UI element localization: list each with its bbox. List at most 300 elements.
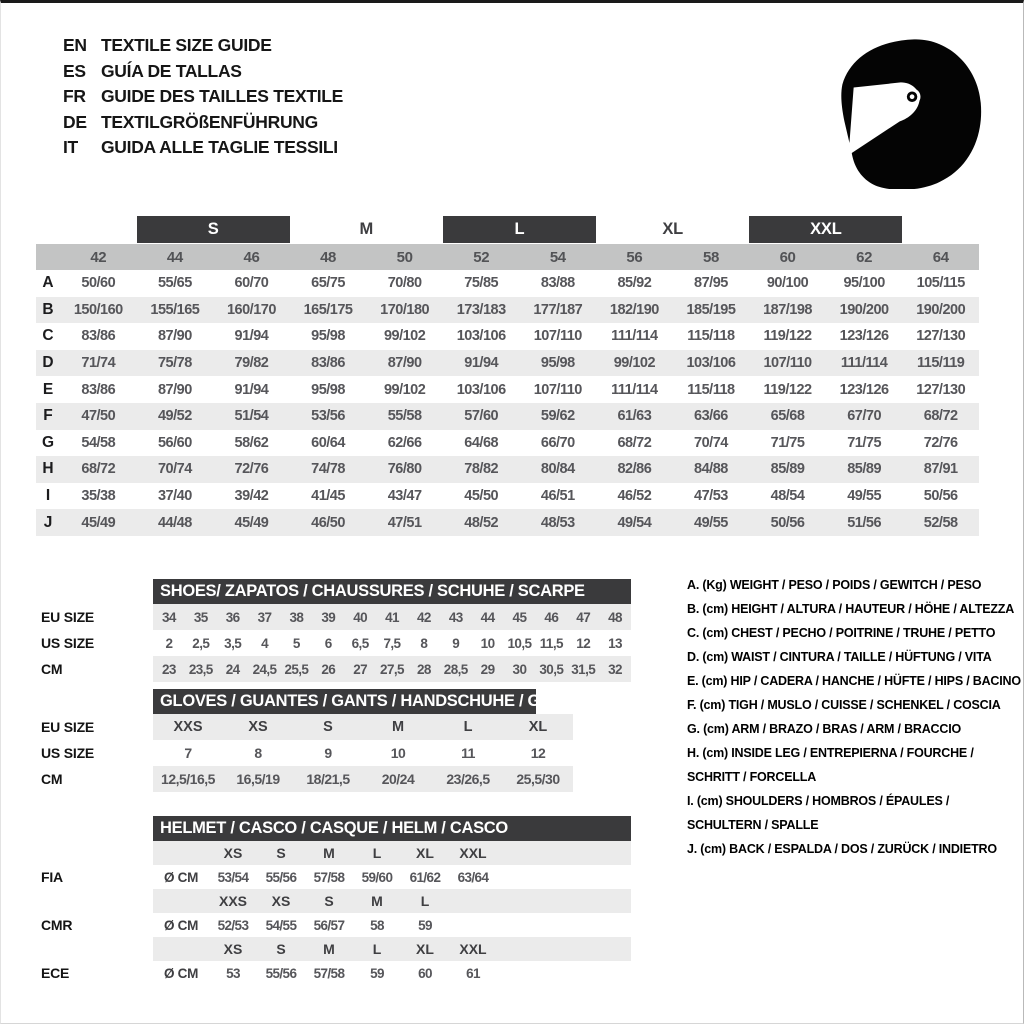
size-value: 190/200 bbox=[839, 301, 889, 318]
helmet-size: M bbox=[323, 845, 335, 861]
size-value: 6,5 bbox=[351, 635, 369, 651]
numeric-size: 42 bbox=[90, 248, 107, 266]
language-row bbox=[63, 110, 343, 136]
size-value: 65/75 bbox=[311, 275, 345, 292]
size-value: 74/78 bbox=[311, 461, 345, 478]
size-value: 127/130 bbox=[916, 381, 966, 398]
legend-line: E. (cm) HIP / CADERA / HANCHE / HÜFTE / HIPS / BACINO bbox=[687, 674, 1021, 688]
size-value: 95/98 bbox=[311, 381, 345, 398]
size-value: 43 bbox=[448, 609, 463, 625]
size-value: 165/175 bbox=[303, 301, 353, 318]
size-value: 13 bbox=[608, 635, 622, 651]
row-label: I bbox=[45, 487, 51, 505]
helmet-size-row bbox=[153, 889, 631, 913]
size-value: 31,5 bbox=[571, 661, 596, 677]
language-code: FR bbox=[63, 86, 86, 106]
size-value: 61/63 bbox=[617, 408, 652, 425]
size-group-row bbox=[36, 216, 979, 243]
gloves-row bbox=[153, 714, 573, 740]
size-value: 107/110 bbox=[533, 328, 582, 345]
helmet-value: 55/56 bbox=[265, 869, 297, 885]
size-value: 12,5/16,5 bbox=[161, 771, 215, 787]
size-value: 119/122 bbox=[763, 381, 812, 398]
side-spacer bbox=[41, 841, 153, 865]
numeric-size: 50 bbox=[396, 248, 413, 266]
size-value: 27 bbox=[353, 661, 368, 677]
row-label: E bbox=[42, 380, 54, 398]
gloves-row bbox=[153, 740, 573, 766]
size-value: 46/50 bbox=[311, 514, 345, 531]
size-value: 49/55 bbox=[694, 514, 728, 531]
size-value: 4 bbox=[261, 635, 268, 651]
size-value: 7 bbox=[184, 745, 192, 761]
size-value: 50/56 bbox=[923, 488, 958, 505]
language-code: DE bbox=[63, 111, 87, 132]
guide-title: TEXTILE SIZE GUIDE bbox=[101, 35, 272, 55]
gloves-table bbox=[41, 689, 589, 792]
size-value: 12 bbox=[530, 745, 546, 761]
size-value: 45/49 bbox=[81, 514, 116, 531]
language-list bbox=[63, 33, 343, 161]
size-value: 60/64 bbox=[311, 434, 345, 451]
size-value: 115/119 bbox=[917, 355, 965, 372]
size-value: 24,5 bbox=[252, 661, 277, 677]
size-value: 87/90 bbox=[387, 355, 422, 372]
size-value: 39/42 bbox=[234, 488, 269, 505]
size-value: 23,5 bbox=[188, 661, 213, 677]
size-value: 62/66 bbox=[387, 434, 422, 451]
legend-line: SCHULTERN / SPALLE bbox=[687, 818, 819, 832]
size-value: 49/55 bbox=[847, 488, 882, 505]
helmet-value: 55/56 bbox=[265, 965, 297, 981]
language-row bbox=[63, 135, 343, 161]
helmet-value-row bbox=[153, 865, 631, 889]
size-value: 12 bbox=[576, 635, 591, 651]
size-group-l: L bbox=[443, 216, 596, 243]
size-value: 9 bbox=[452, 635, 460, 651]
row-label: B bbox=[42, 300, 54, 318]
legend-line: C. (cm) CHEST / PECHO / POITRINE / TRUHE / PETTO bbox=[687, 626, 996, 640]
measurement-row-i bbox=[36, 483, 979, 510]
size-value: 79/82 bbox=[234, 355, 269, 372]
numeric-size: 62 bbox=[856, 248, 873, 266]
size-value: 99/102 bbox=[383, 328, 426, 345]
guide-title: TEXTILGRÖßENFÜHRUNG bbox=[101, 111, 318, 132]
size-value: 46 bbox=[544, 609, 559, 625]
numeric-size: 48 bbox=[320, 248, 336, 266]
legend-line: SCHRITT / FORCELLA bbox=[687, 770, 817, 784]
size-value: 99/102 bbox=[383, 381, 426, 398]
size-group-m: M bbox=[359, 220, 374, 238]
size-value: 25,5 bbox=[284, 661, 309, 677]
size-value: 78/82 bbox=[464, 461, 499, 478]
shoes-table bbox=[41, 579, 631, 682]
helmet-value: 52/53 bbox=[217, 917, 249, 933]
row-label: H bbox=[42, 460, 54, 478]
size-value: 99/102 bbox=[613, 355, 656, 372]
size-value: 37/40 bbox=[157, 488, 192, 505]
size-value: 111/114 bbox=[840, 355, 888, 372]
size-value: 85/89 bbox=[847, 461, 882, 478]
size-value: 68/72 bbox=[923, 408, 958, 425]
size-value: 173/183 bbox=[456, 301, 506, 318]
helmet-value: 57/58 bbox=[313, 869, 345, 885]
helmet-size: S bbox=[276, 941, 286, 957]
helmet-value: 61/62 bbox=[409, 869, 441, 885]
helmet-size: S bbox=[324, 893, 334, 909]
diameter-unit: Ø CM bbox=[163, 965, 199, 981]
size-value: 65/68 bbox=[770, 408, 805, 425]
guide-title: GUIDE DES TAILLES TEXTILE bbox=[101, 86, 344, 106]
gloves-title-bar: GLOVES / GUANTES / GANTS / HANDSCHUHE / GUANTI bbox=[153, 689, 536, 714]
legend-item-a bbox=[687, 573, 1021, 597]
shoes-row bbox=[153, 630, 631, 656]
size-value: 50/60 bbox=[81, 275, 116, 292]
size-value: 58/62 bbox=[234, 434, 269, 451]
size-value: 46/52 bbox=[617, 488, 652, 505]
size-value: 87/90 bbox=[157, 381, 192, 398]
size-value: 5 bbox=[292, 635, 300, 651]
size-value: 103/106 bbox=[456, 381, 506, 398]
measurement-row-f bbox=[36, 403, 979, 430]
main-table-rows bbox=[36, 270, 979, 536]
legend-line: J. (cm) BACK / ESPALDA / DOS / ZURÜCK / INDIETRO bbox=[687, 842, 997, 856]
size-value: 7,5 bbox=[383, 635, 401, 651]
size-value: XXS bbox=[173, 719, 203, 735]
helmet-size: L bbox=[372, 941, 382, 957]
size-value: 85/92 bbox=[617, 275, 652, 292]
size-value: 50/56 bbox=[770, 514, 805, 531]
size-value: 187/198 bbox=[763, 301, 812, 318]
measurement-row-h bbox=[36, 456, 979, 483]
size-value: 30,5 bbox=[539, 661, 564, 677]
size-value: 25,5/30 bbox=[516, 771, 560, 787]
helmet-size: M bbox=[371, 893, 383, 909]
gloves-row bbox=[153, 766, 573, 792]
helmet-size: XL bbox=[416, 845, 434, 861]
size-group-xxl: XXL bbox=[749, 216, 902, 243]
size-value: 11,5 bbox=[539, 635, 563, 651]
size-value: 90/100 bbox=[766, 275, 809, 292]
helmet-size: XXL bbox=[459, 845, 487, 861]
size-value: 18/21,5 bbox=[306, 771, 350, 787]
standard-label-fia: FIA bbox=[41, 869, 63, 885]
size-value: 53/56 bbox=[311, 408, 345, 425]
side-spacer bbox=[41, 937, 153, 961]
size-value: 2,5 bbox=[192, 635, 210, 651]
size-value: 37 bbox=[257, 609, 272, 625]
size-value: 83/86 bbox=[81, 328, 116, 345]
legend-list bbox=[687, 573, 1021, 861]
size-value: 91/94 bbox=[234, 381, 269, 398]
measurement-row-j bbox=[36, 509, 979, 536]
numeric-size: 54 bbox=[549, 248, 566, 266]
size-value: 119/122 bbox=[763, 328, 812, 345]
size-value: 85/89 bbox=[770, 461, 805, 478]
size-value: 71/75 bbox=[847, 434, 882, 451]
size-value: 54/58 bbox=[81, 434, 116, 451]
size-value: 36 bbox=[225, 609, 240, 625]
row-label: J bbox=[43, 513, 53, 531]
size-value: 49/52 bbox=[157, 408, 192, 425]
size-value: 48/52 bbox=[464, 514, 499, 531]
row-header-us-size: US SIZE bbox=[41, 745, 95, 761]
measurement-row-g bbox=[36, 430, 979, 457]
diameter-unit: Ø CM bbox=[163, 917, 199, 933]
size-value: 23 bbox=[162, 661, 176, 677]
diameter-unit: Ø CM bbox=[163, 869, 199, 885]
legend-item-b bbox=[687, 597, 1021, 621]
size-value: 47/53 bbox=[694, 488, 728, 505]
size-value: 35 bbox=[193, 609, 208, 625]
helmet-size-row bbox=[153, 841, 631, 865]
size-value: 44/48 bbox=[157, 514, 192, 531]
size-value: 123/126 bbox=[839, 381, 889, 398]
size-value: 10 bbox=[480, 635, 495, 651]
helmet-value: 58 bbox=[370, 917, 384, 933]
size-value: 9 bbox=[324, 745, 332, 761]
shoes-title-bar: SHOES/ ZAPATOS / CHAUSSURES / SCHUHE / SCARPE bbox=[153, 579, 631, 604]
helmet-value-row bbox=[153, 961, 631, 985]
size-group-s: S bbox=[137, 216, 290, 243]
size-value: 190/200 bbox=[916, 301, 966, 318]
size-value: 55/58 bbox=[387, 408, 422, 425]
legend-line: A. (Kg) WEIGHT / PESO / POIDS / GEWITCH / PESO bbox=[687, 578, 982, 592]
size-value: 59/62 bbox=[540, 408, 575, 425]
numeric-size: 52 bbox=[473, 248, 490, 266]
row-header-eu-size: EU SIZE bbox=[41, 609, 95, 625]
size-value: 68/72 bbox=[81, 461, 116, 478]
legend-item-c bbox=[687, 621, 1021, 645]
size-value: 87/91 bbox=[923, 461, 958, 478]
size-value: 107/110 bbox=[763, 355, 812, 372]
language-row bbox=[63, 84, 343, 110]
size-value: 48/54 bbox=[770, 488, 805, 505]
size-value: 68/72 bbox=[617, 434, 652, 451]
size-value: 29 bbox=[480, 661, 495, 677]
numeric-size: 56 bbox=[626, 248, 643, 266]
size-value: 56/60 bbox=[157, 434, 192, 451]
size-value: 26 bbox=[321, 661, 336, 677]
legend-item-h bbox=[687, 741, 1021, 789]
size-value: 39 bbox=[321, 609, 336, 625]
size-value: 115/118 bbox=[687, 381, 735, 398]
size-value: 34 bbox=[162, 609, 176, 625]
legend-line: I. (cm) SHOULDERS / HOMBROS / ÉPAULES / bbox=[687, 794, 950, 808]
size-value: 83/86 bbox=[81, 381, 116, 398]
size-value: 51/56 bbox=[847, 514, 882, 531]
helmet-size: L bbox=[372, 845, 382, 861]
size-value: 2 bbox=[165, 635, 173, 651]
size-value: 40 bbox=[353, 609, 368, 625]
size-value: 46/51 bbox=[540, 488, 575, 505]
size-value: 83/88 bbox=[540, 275, 575, 292]
size-value: 115/118 bbox=[687, 328, 735, 345]
size-value: 28,5 bbox=[443, 661, 468, 677]
row-header-us-size: US SIZE bbox=[41, 635, 95, 651]
helmet-value: 60 bbox=[418, 965, 432, 981]
size-value: 3,5 bbox=[224, 635, 242, 651]
size-value: 70/74 bbox=[694, 434, 728, 451]
gloves-side-labels bbox=[41, 689, 153, 792]
helmet-side-labels bbox=[41, 816, 153, 985]
size-value: 32 bbox=[608, 661, 622, 677]
row-header-eu-size: EU SIZE bbox=[41, 719, 95, 735]
size-value: S bbox=[323, 719, 333, 735]
numeric-size-band bbox=[36, 244, 979, 270]
row-label: D bbox=[42, 354, 54, 372]
size-value: 182/190 bbox=[609, 301, 659, 318]
size-value: 20/24 bbox=[381, 771, 415, 787]
helmet-size: XS bbox=[271, 893, 291, 909]
size-value: 103/106 bbox=[686, 355, 736, 372]
numeric-size: 46 bbox=[243, 248, 260, 266]
helmet-value: 63/64 bbox=[457, 869, 489, 885]
shoes-side-labels bbox=[41, 579, 153, 682]
size-value: 83/86 bbox=[311, 355, 345, 372]
size-value: 38 bbox=[289, 609, 304, 625]
size-value: 24 bbox=[225, 661, 240, 677]
size-value: 84/88 bbox=[694, 461, 728, 478]
size-value: 111/114 bbox=[611, 381, 658, 398]
size-value: 52/58 bbox=[923, 514, 958, 531]
size-value: 8 bbox=[254, 745, 262, 761]
numeric-size: 64 bbox=[932, 248, 949, 266]
size-value: 35/38 bbox=[81, 488, 116, 505]
size-value: 55/65 bbox=[157, 275, 192, 292]
standard-label-cmr: CMR bbox=[41, 917, 73, 933]
size-value: 70/74 bbox=[157, 461, 192, 478]
size-value: 76/80 bbox=[387, 461, 422, 478]
measurement-row-e bbox=[36, 376, 979, 403]
size-value: 45 bbox=[512, 609, 527, 625]
legend-line: B. (cm) HEIGHT / ALTURA / HAUTEUR / HÖHE / ALTEZZA bbox=[687, 602, 1015, 616]
helmet-value: 54/55 bbox=[265, 917, 297, 933]
size-value: 48 bbox=[608, 609, 622, 625]
helmet-size: XXL bbox=[459, 941, 487, 957]
size-value: 177/187 bbox=[533, 301, 583, 318]
helmet-size: L bbox=[420, 893, 430, 909]
row-label: C bbox=[42, 327, 54, 345]
size-value: 30 bbox=[512, 661, 527, 677]
size-value: 103/106 bbox=[456, 328, 506, 345]
legend-item-i bbox=[687, 789, 1021, 837]
size-value: 123/126 bbox=[839, 328, 889, 345]
legend-item-d bbox=[687, 645, 1021, 669]
size-value: 63/66 bbox=[694, 408, 728, 425]
row-label: A bbox=[42, 274, 54, 292]
size-value: 71/75 bbox=[770, 434, 805, 451]
textile-size-table bbox=[36, 216, 979, 536]
helmet-value: 61 bbox=[466, 965, 480, 981]
size-value: 107/110 bbox=[533, 381, 582, 398]
size-value: 185/195 bbox=[686, 301, 736, 318]
language-code: ES bbox=[63, 60, 86, 81]
size-value: M bbox=[391, 719, 405, 735]
size-value: 51/54 bbox=[234, 408, 269, 425]
size-value: 160/170 bbox=[226, 301, 276, 318]
helmet-rows bbox=[153, 841, 631, 985]
shoes-row bbox=[153, 604, 631, 630]
measurement-row-c bbox=[36, 323, 979, 350]
size-value: 82/86 bbox=[617, 461, 652, 478]
helmet-size: XXS bbox=[218, 893, 247, 909]
shoes-row bbox=[153, 656, 631, 682]
size-value: 45/50 bbox=[464, 488, 499, 505]
size-value: 87/95 bbox=[694, 275, 728, 292]
language-code: EN bbox=[63, 35, 87, 55]
helmet-value: 59 bbox=[370, 965, 384, 981]
helmet-value-row bbox=[153, 913, 631, 937]
row-header-cm: CM bbox=[41, 661, 63, 677]
size-value: L bbox=[463, 719, 473, 735]
size-value: 87/90 bbox=[157, 328, 192, 345]
size-value: 64/68 bbox=[464, 434, 499, 451]
size-value: 75/85 bbox=[464, 275, 499, 292]
legend-item-e bbox=[687, 669, 1021, 693]
legend-line: G. (cm) ARM / BRAZO / BRAS / ARM / BRACCIO bbox=[687, 722, 962, 736]
helmet-size: XL bbox=[416, 941, 434, 957]
row-header-cm: CM bbox=[41, 771, 63, 787]
measurement-row-d bbox=[36, 350, 979, 377]
numeric-size: 58 bbox=[703, 248, 719, 266]
size-value: 42 bbox=[416, 609, 431, 625]
size-value: 72/76 bbox=[923, 434, 958, 451]
size-value: 47/50 bbox=[81, 408, 116, 425]
helmet-size: XS bbox=[223, 845, 243, 861]
size-value: 72/76 bbox=[234, 461, 269, 478]
size-value: 23/26,5 bbox=[446, 771, 490, 787]
size-value: 71/74 bbox=[81, 355, 116, 372]
helmet-size: XS bbox=[223, 941, 243, 957]
size-value: 91/94 bbox=[234, 328, 269, 345]
racing-helmet-icon bbox=[827, 25, 991, 189]
helmet-value: 57/58 bbox=[313, 965, 345, 981]
helmet-value: 59 bbox=[418, 917, 432, 933]
legend-line: D. (cm) WAIST / CINTURA / TAILLE / HÜFTUNG / VITA bbox=[687, 650, 992, 664]
size-value: 47 bbox=[576, 609, 591, 625]
size-value: 41 bbox=[385, 609, 399, 625]
size-value: 60/70 bbox=[234, 275, 269, 292]
size-value: 44 bbox=[480, 609, 495, 625]
size-value: 111/114 bbox=[611, 328, 658, 345]
size-value: 66/70 bbox=[540, 434, 575, 451]
helmet-size: S bbox=[276, 845, 286, 861]
size-value: 8 bbox=[420, 635, 428, 651]
helmet-value: 59/60 bbox=[361, 869, 393, 885]
size-value: 105/115 bbox=[916, 275, 965, 292]
size-value: 49/54 bbox=[617, 514, 652, 531]
size-value: 67/70 bbox=[847, 408, 882, 425]
helmet-value: 53/54 bbox=[217, 869, 249, 885]
size-value: 10,5 bbox=[507, 635, 532, 651]
size-value: 170/180 bbox=[380, 301, 430, 318]
band-spacer bbox=[36, 244, 60, 270]
size-value: XS bbox=[248, 719, 268, 735]
legend-item-g bbox=[687, 717, 1021, 741]
row-label: F bbox=[43, 407, 53, 425]
helmet-value: 56/57 bbox=[313, 917, 345, 933]
size-value: 80/84 bbox=[540, 461, 575, 478]
shoes-rows bbox=[153, 604, 631, 682]
numeric-size: 44 bbox=[166, 248, 183, 266]
size-value: 47/51 bbox=[387, 514, 422, 531]
legend-line: H. (cm) INSIDE LEG / ENTREPIERNA / FOURCHE / bbox=[687, 746, 974, 760]
size-value: 6 bbox=[324, 635, 332, 651]
numeric-size: 60 bbox=[779, 248, 796, 266]
size-value: 150/160 bbox=[73, 301, 123, 318]
size-value: 70/80 bbox=[387, 275, 422, 292]
